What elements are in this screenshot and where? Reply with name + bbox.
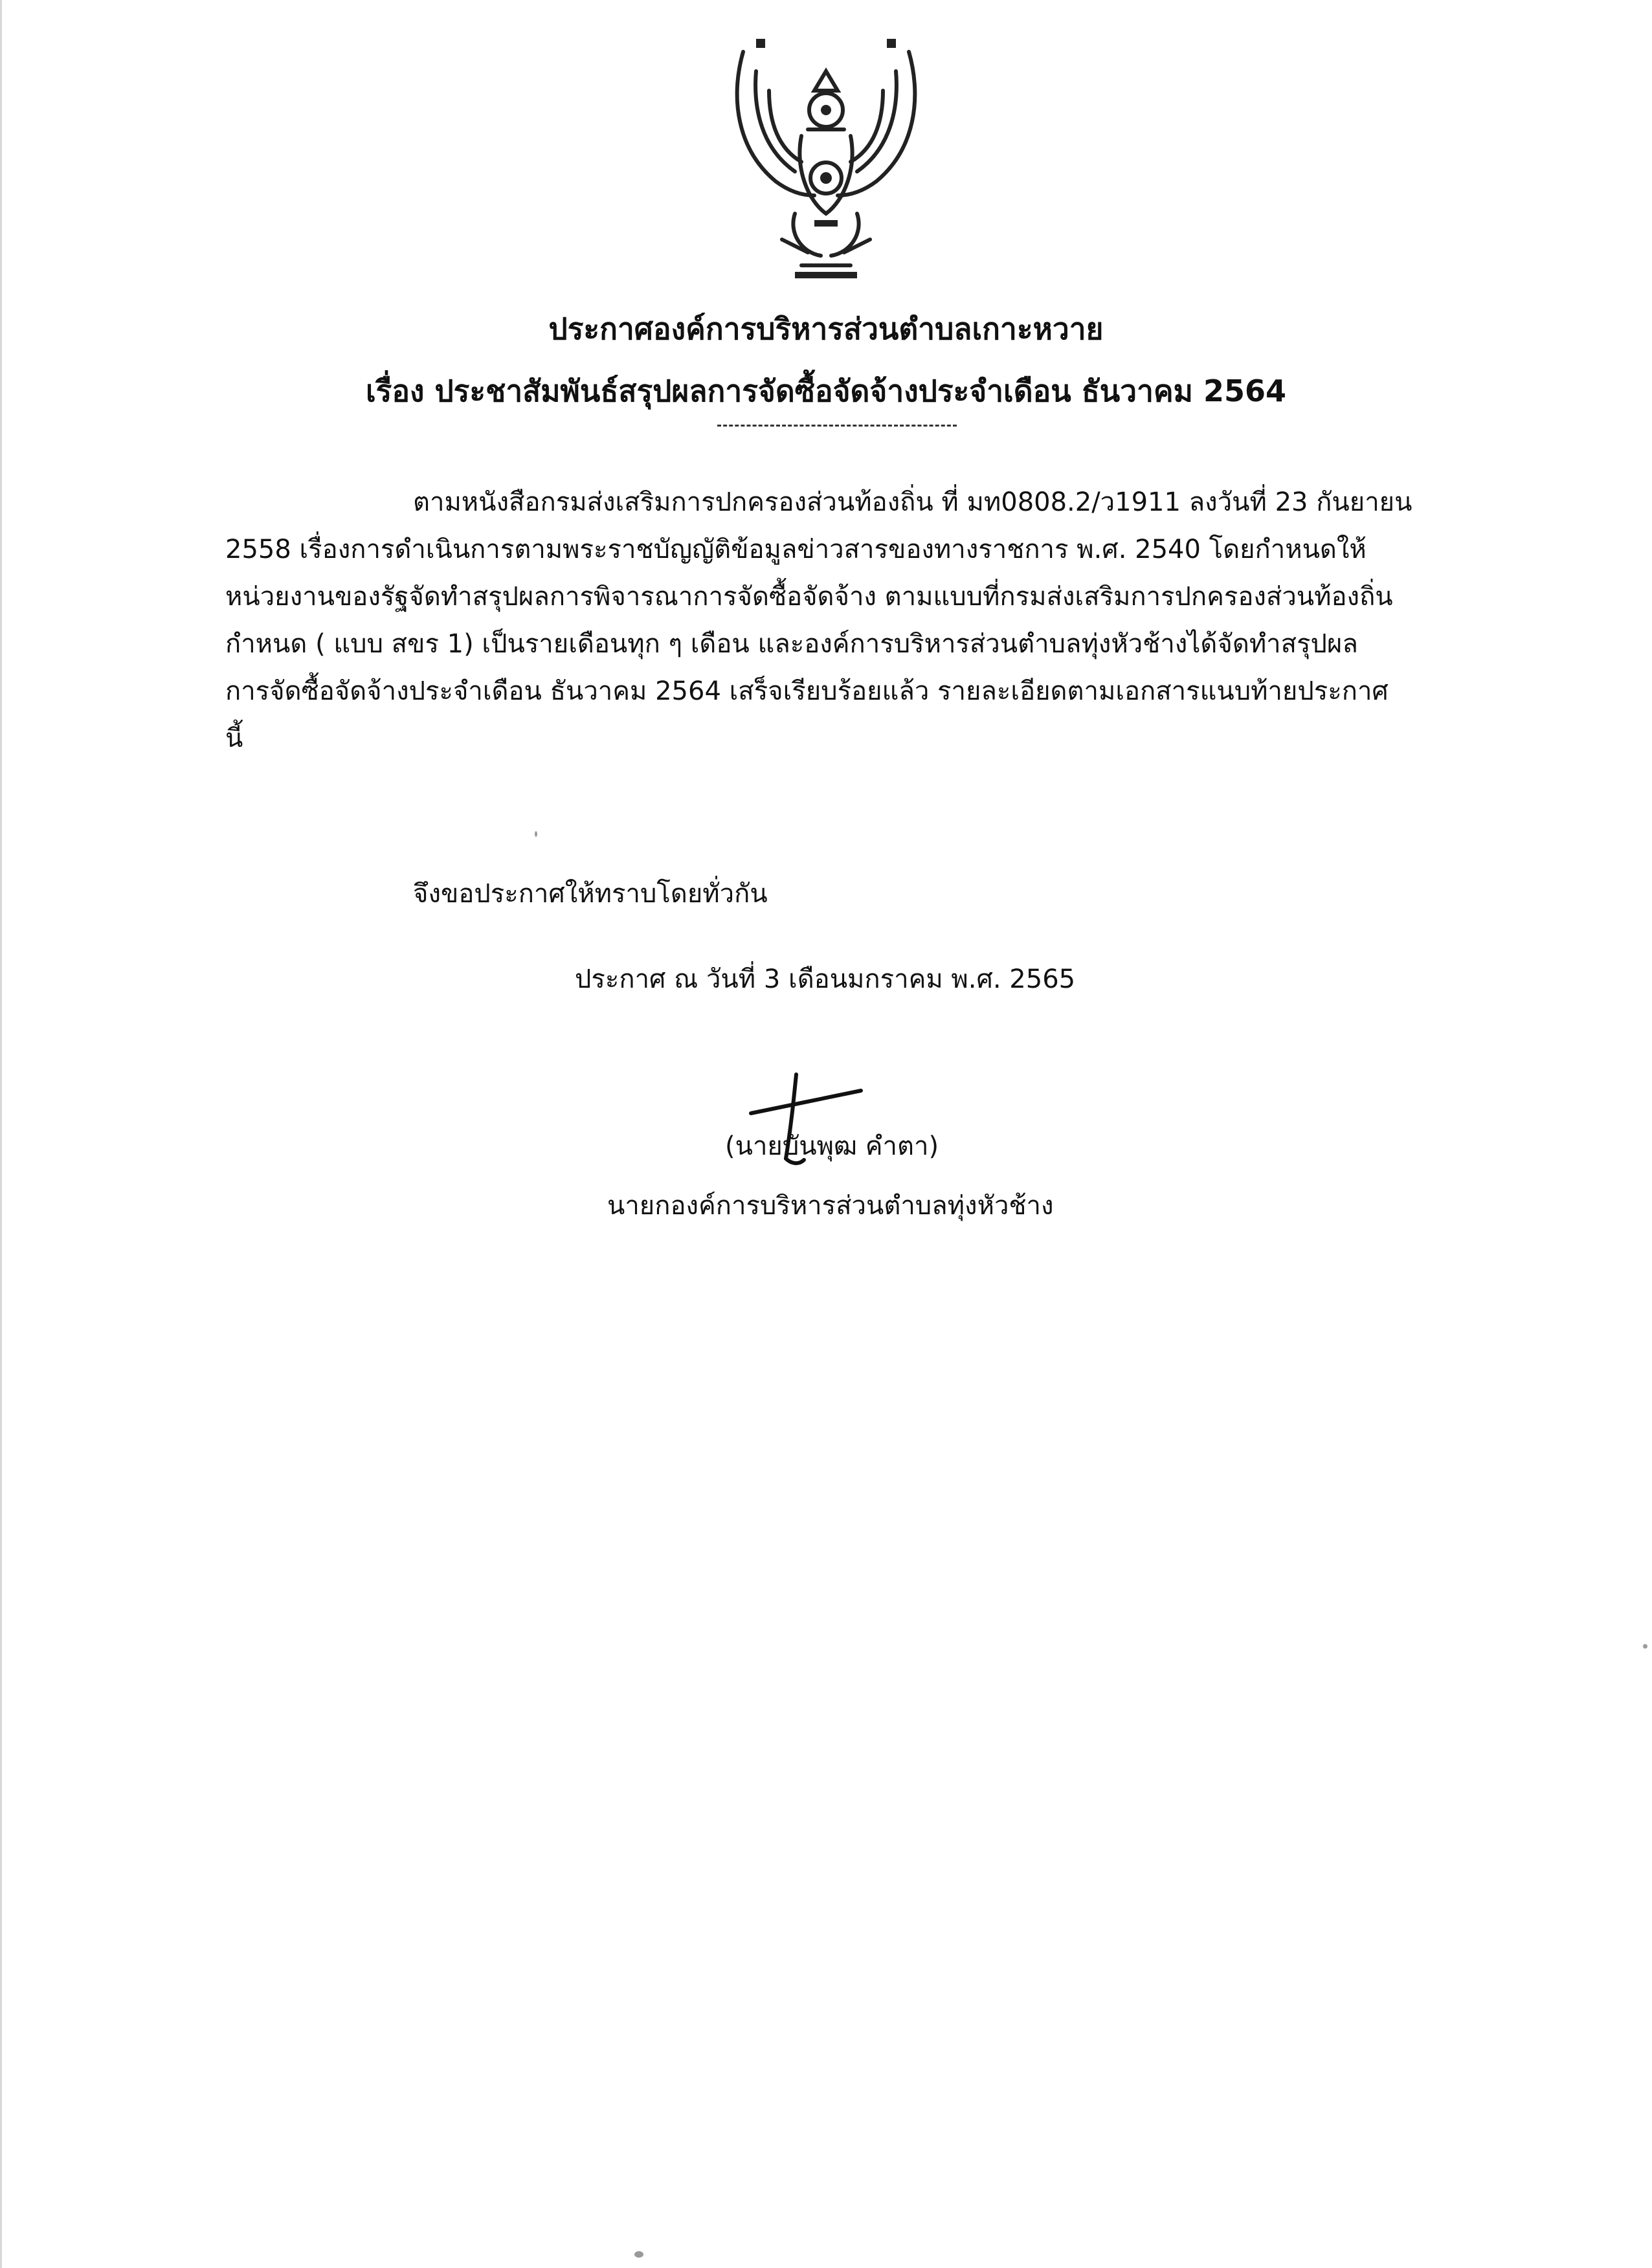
scan-speck bbox=[1643, 1644, 1647, 1649]
garuda-emblem-icon bbox=[717, 26, 935, 285]
announcement-subject: เรื่อง ประชาสัมพันธ์สรุปผลการจัดซื้อจัดจ้างประจำเดือน ธันวาคม 2564 bbox=[365, 373, 1287, 408]
body-line: กำหนด ( แบบ สขร 1) เป็นรายเดือนทุก ๆ เดือน และองค์การบริหารส่วนตำบลทุ่งหัวช้างได้จัดทำสรุปผล bbox=[225, 629, 1358, 659]
signatory-position: นายกองค์การบริหารส่วนตำบลทุ่งหัวช้าง bbox=[607, 1191, 1054, 1221]
announcement-title: ประกาศองค์การบริหารส่วนตำบลเกาะหวาย bbox=[548, 311, 1104, 346]
body-paragraph bbox=[225, 479, 1442, 762]
body-line: หน่วยงานของรัฐจัดทำสรุปผลการพิจารณาการจัดซื้อจัดจ้าง ตามแบบที่กรมส่งเสริมการปกครองส่วนท้องถิ่น bbox=[225, 582, 1393, 612]
title-separator bbox=[717, 425, 957, 427]
signatory-name: (นายบันพุฒ คำตา) bbox=[725, 1131, 939, 1161]
body-line: ตามหนังสือกรมส่งเสริมการปกครองส่วนท้องถิ่น ที่ มท0808.2/ว1911 ลงวันที่ 23 กันยายน bbox=[413, 487, 1412, 517]
closing-statement: จึงขอประกาศให้ทราบโดยทั่วกัน bbox=[413, 879, 768, 909]
announcement-date: ประกาศ ณ วันที่ 3 เดือนมกราคม พ.ศ. 2565 bbox=[575, 964, 1076, 994]
scan-speck bbox=[634, 2251, 643, 2258]
body-line: นี้ bbox=[225, 724, 243, 753]
body-line: 2558 เรื่องการดำเนินการตามพระราชบัญญัติข้อมูลข่าวสารของทางราชการ พ.ศ. 2540 โดยกำหนดให้ bbox=[225, 535, 1367, 564]
scan-speck bbox=[535, 831, 537, 837]
body-line: การจัดซื้อจัดจ้างประจำเดือน ธันวาคม 2564 เสร็จเรียบร้อยแล้ว รายละเอียดตามเอกสารแนบท้ายประกาศ bbox=[225, 676, 1389, 706]
